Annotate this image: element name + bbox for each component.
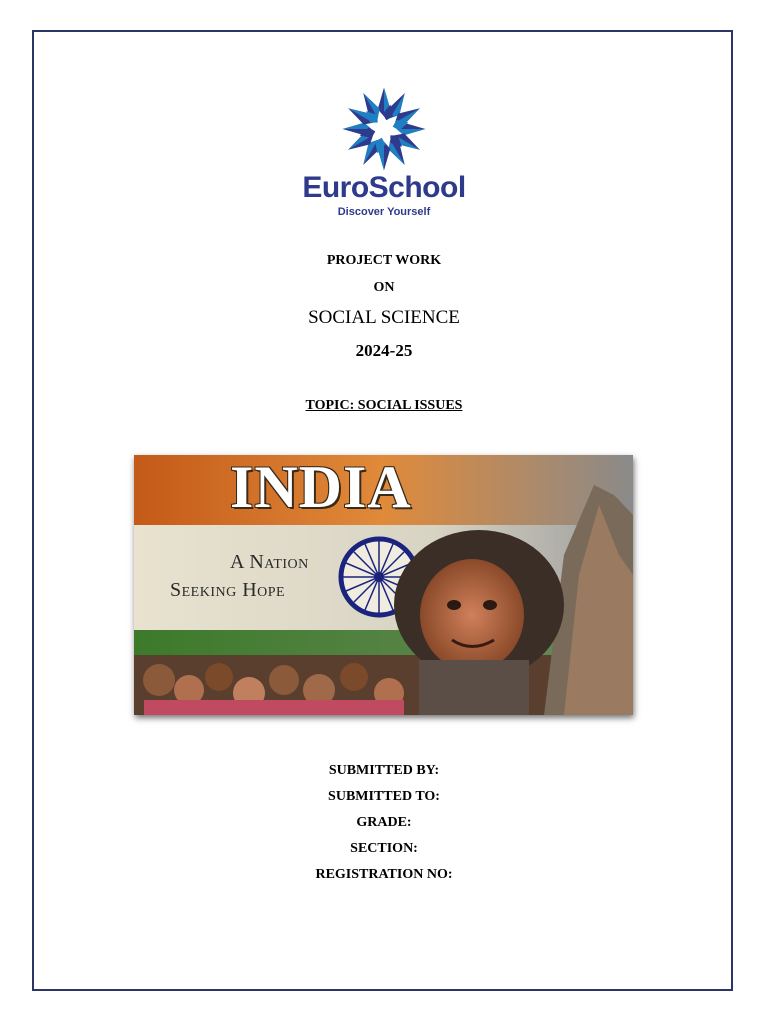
registration-no-label: REGISTRATION NO: (315, 867, 453, 882)
star-flower-logo-icon (339, 84, 429, 174)
section-label: SECTION: (350, 841, 418, 856)
banner-subtitle-line1: A Nation (230, 551, 309, 573)
submitted-to-label: SUBMITTED TO: (328, 789, 440, 804)
submitted-by-label: SUBMITTED BY: (328, 763, 440, 778)
heading-subject: SOCIAL SCIENCE (308, 307, 460, 328)
heading-project-work: PROJECT WORK (326, 253, 442, 268)
brand-tagline: Discover Yourself (337, 206, 431, 218)
heading-year: 2024-25 (355, 341, 413, 360)
topic-title: TOPIC: SOCIAL ISSUES (305, 398, 463, 413)
euroschool-logo (284, 82, 484, 227)
banner-title: INDIA (230, 455, 412, 520)
heading-on: ON (373, 280, 395, 295)
banner-subtitle-line2: Seeking Hope (170, 579, 286, 601)
grade-label: GRADE: (356, 815, 412, 830)
india-banner-image (134, 455, 633, 715)
brand-name: EuroSchool (302, 171, 466, 204)
